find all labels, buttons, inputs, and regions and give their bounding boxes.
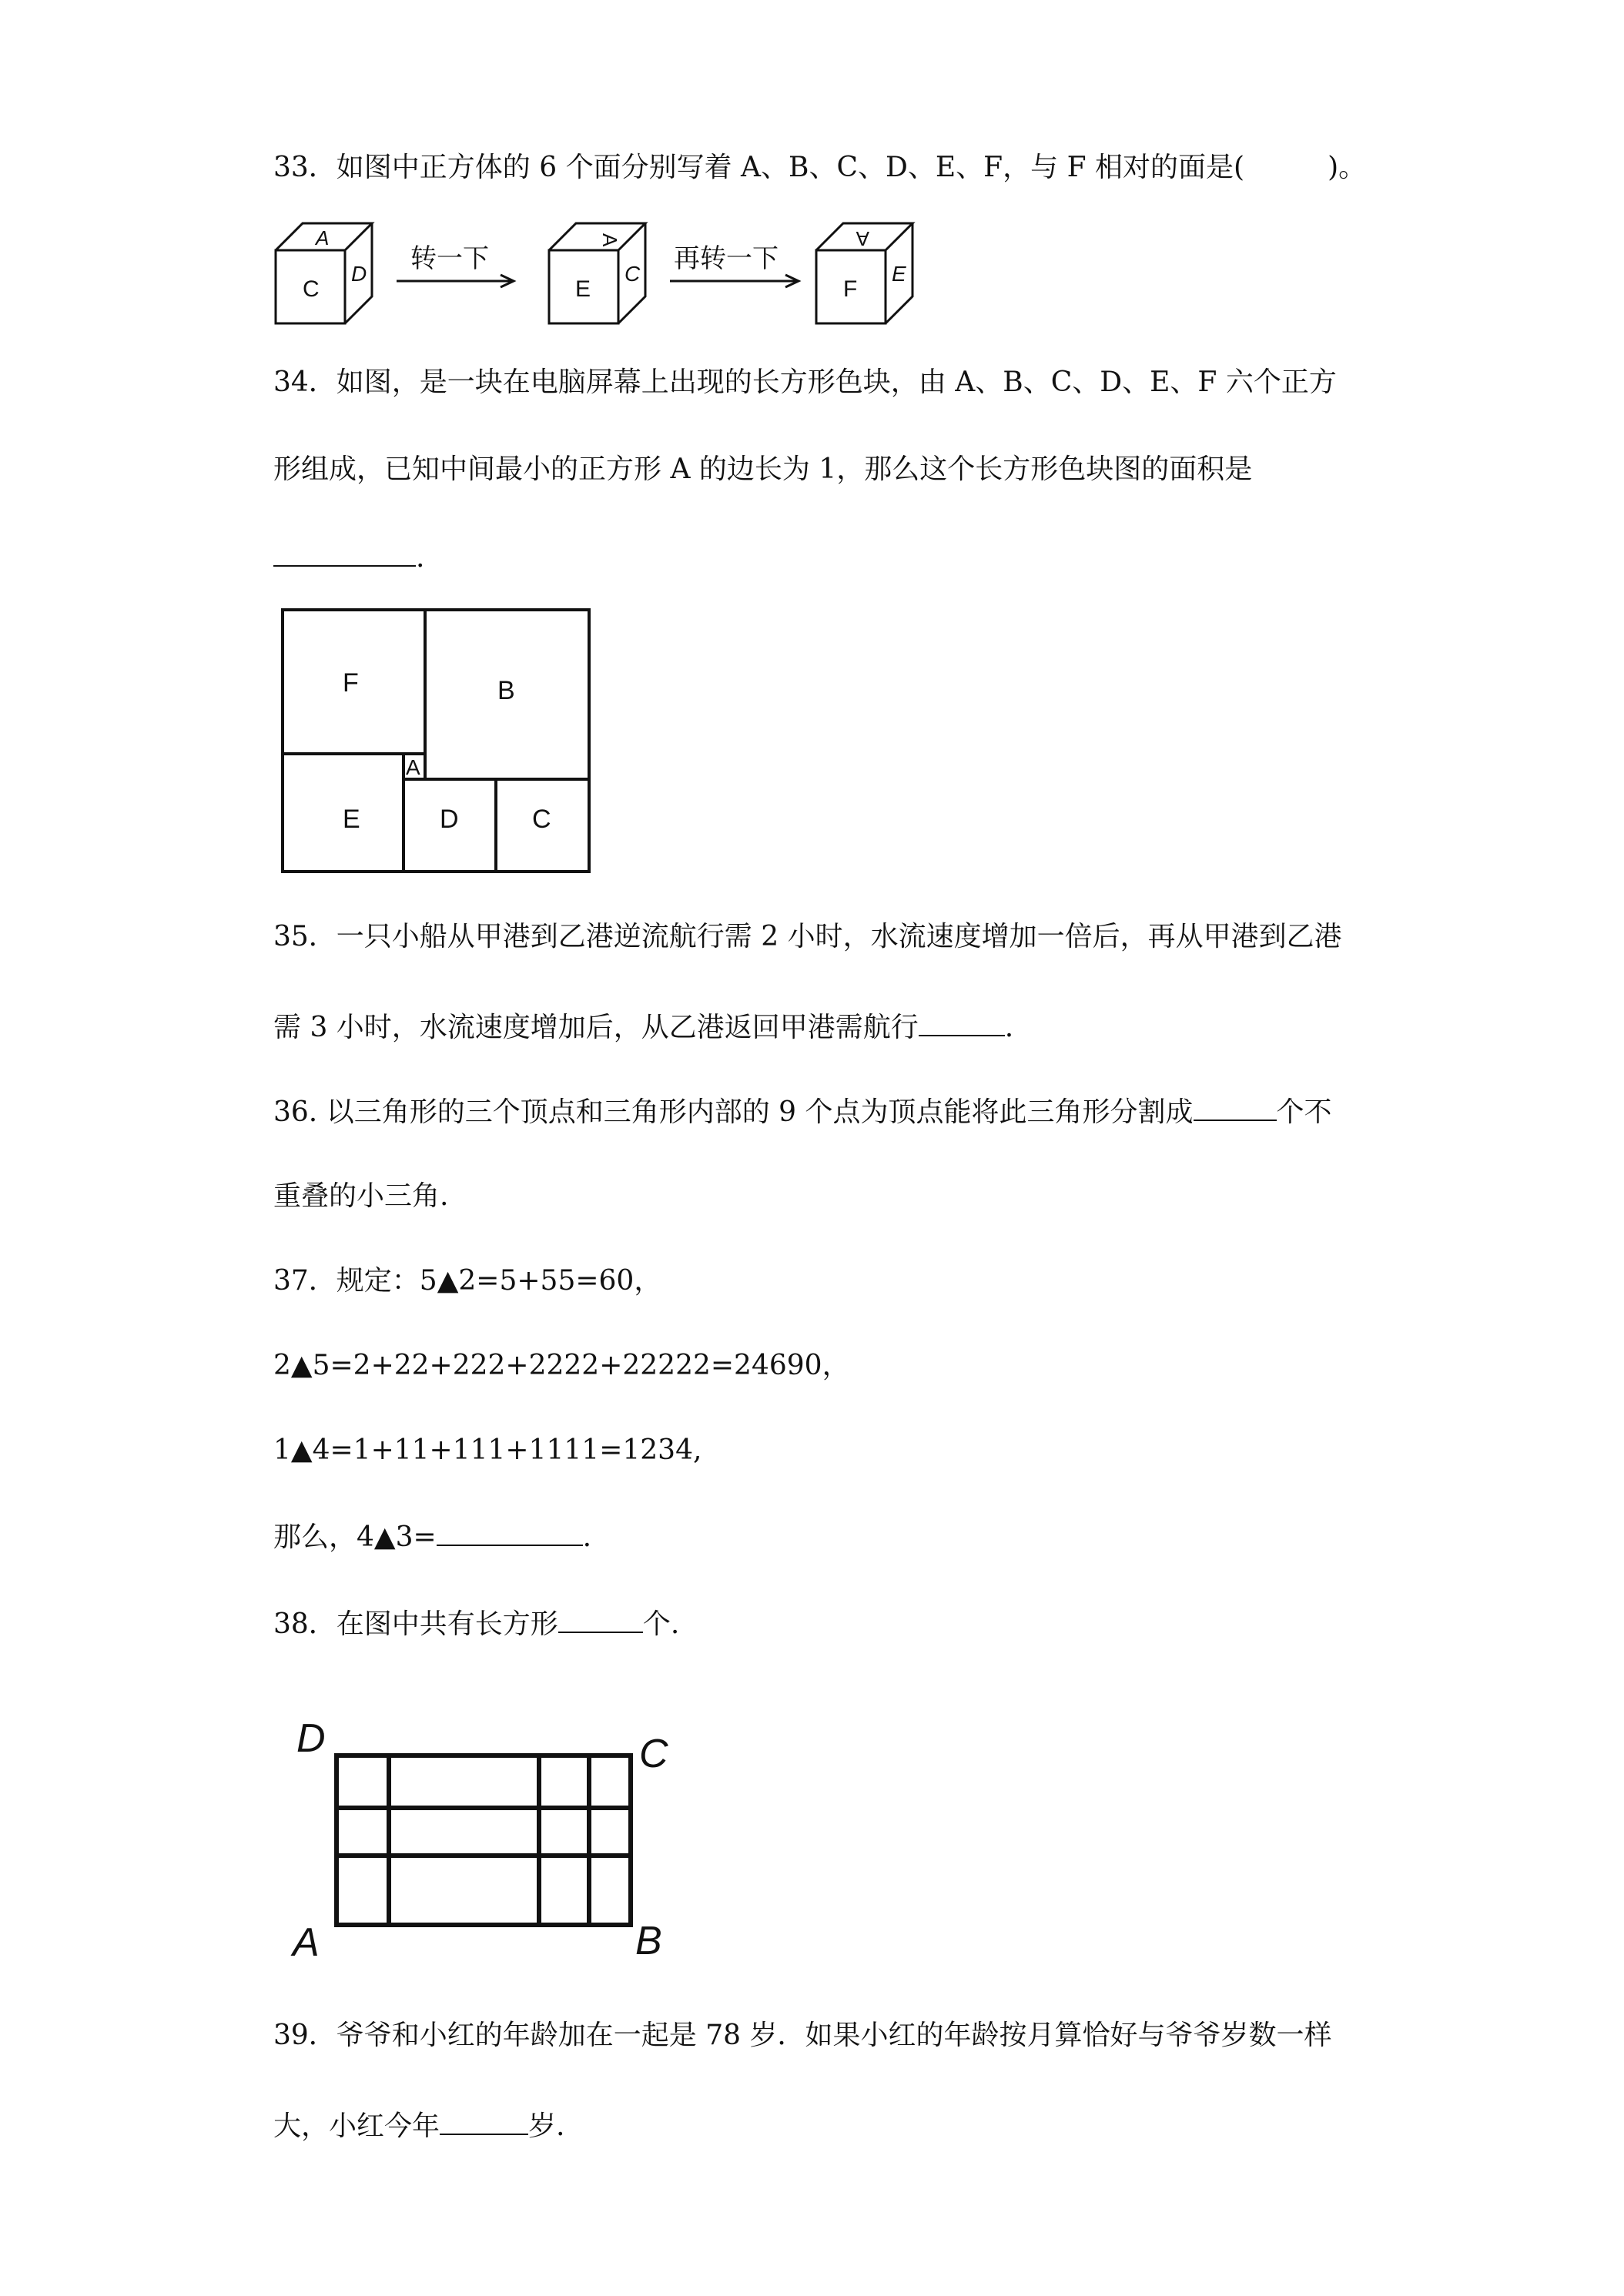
- q35-line2: 需 3 小时，水流速度增加后，从乙港返回甲港需航行 .: [273, 1009, 1013, 1045]
- q35-answer-blank[interactable]: [919, 1009, 1005, 1036]
- arrow2-label: 再转一下: [674, 244, 779, 273]
- q34-answer-blank[interactable]: [273, 539, 416, 567]
- q38-rectangle-figure: [289, 1709, 689, 1963]
- q39-line1: 39．爷爷和小红的年龄加在一起是 78 岁．如果小红的年龄按月算恰好与爷爷岁数一样: [273, 2020, 1332, 2051]
- label-E: E: [343, 805, 360, 834]
- corner-C: C: [639, 1732, 668, 1776]
- label-A: A: [406, 755, 420, 779]
- label-B: B: [497, 676, 515, 705]
- arrow1-label: 转一下: [410, 244, 489, 273]
- q36-answer-blank[interactable]: [1194, 1093, 1277, 1121]
- q37-line3: 1▲4=1+11+111+1111=1234,: [273, 1434, 702, 1466]
- cube2-front: E: [575, 276, 591, 302]
- q36-line2: 重叠的小三角.: [273, 1180, 449, 1212]
- q37-line4: 那么，4▲3= .: [273, 1518, 591, 1555]
- cube2-top: A: [598, 233, 621, 247]
- q35-line1: 35．一只小船从甲港到乙港逆流航行需 2 小时，水流速度增加一倍后，再从甲港到乙港: [273, 921, 1342, 952]
- cube1-top: A: [316, 226, 330, 249]
- q39-answer-blank[interactable]: [440, 2107, 528, 2135]
- q39-line2: 大，小红今年 岁.: [273, 2107, 564, 2144]
- corner-A: A: [293, 1920, 320, 1963]
- cube3-front: F: [843, 276, 858, 302]
- q34-line3: .: [273, 539, 424, 575]
- cube1-side: D: [351, 262, 367, 286]
- cube3-side: E: [892, 262, 906, 286]
- label-D: D: [440, 805, 459, 834]
- q37-answer-blank[interactable]: [437, 1518, 583, 1546]
- q34-square-figure: [281, 608, 593, 874]
- q38-text: 38．在图中共有长方形 个.: [273, 1605, 679, 1642]
- corner-B: B: [635, 1919, 662, 1963]
- q37-line2: 2▲5=2+22+222+2222+22222=24690，: [273, 1350, 850, 1381]
- q34-line2: 形组成，已知中间最小的正方形 A 的边长为 1，那么这个长方形色块图的面积是: [273, 454, 1253, 485]
- q38-answer-blank[interactable]: [558, 1605, 643, 1633]
- label-F: F: [343, 668, 359, 698]
- q37-line1: 37．规定：5▲2=5+55=60，: [273, 1265, 662, 1297]
- corner-D: D: [296, 1716, 326, 1761]
- q33-text: 33．如图中正方体的 6 个面分别写着 A、B、C、D、E、F，与 F 相对的面是( )。: [273, 152, 1367, 183]
- cube3-top: A: [856, 227, 869, 250]
- q36-line1: 36. 以三角形的三个顶点和三角形内部的 9 个点为顶点能将此三角形分割成 个不: [273, 1093, 1332, 1130]
- cube1-front: C: [303, 276, 320, 302]
- q33-cube-figure: [273, 219, 966, 327]
- q34-line1: 34．如图，是一块在电脑屏幕上出现的长方形色块，由 A、B、C、D、E、F 六个正方: [273, 366, 1337, 398]
- cube2-side: C: [624, 262, 641, 286]
- label-C: C: [532, 805, 551, 834]
